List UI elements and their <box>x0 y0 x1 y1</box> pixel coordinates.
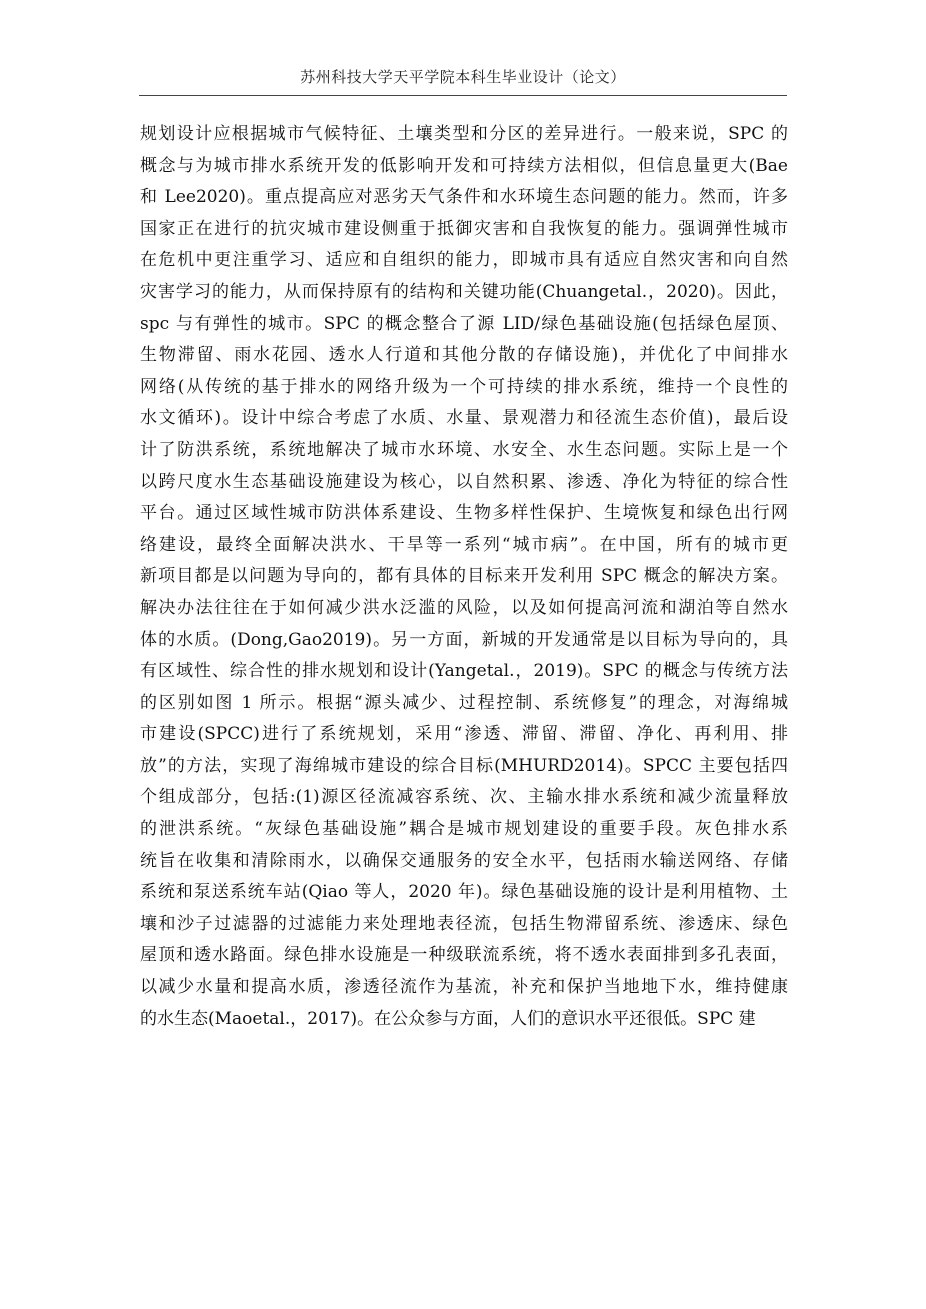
text-line: 屋顶和透水路面。绿色排水设施是一种级联流系统，将不透水表面排到多孔表面， <box>140 945 788 966</box>
text-line: 个组成部分，包括:(1)源区径流减容系统、次、主输水排水系统和减少流量释放 <box>140 787 788 808</box>
text-line: 规划设计应根据城市气候特征、土壤类型和分区的差异进行。一般来说，SPC 的 <box>140 124 788 144</box>
text-line: 概念与为城市排水系统开发的低影响开发和可持续方法相似，但信息量更大(Bae <box>140 155 788 176</box>
text-line: 水文循环)。设计中综合考虑了水质、水量、景观潜力和径流生态价值)，最后设 <box>140 408 788 429</box>
text-line: 放”的方法，实现了海绵城市建设的综合目标(MHURD2014)。SPCC 主要包括四 <box>140 755 788 776</box>
text-line: 壤和沙子过滤器的过滤能力来处理地表径流，包括生物滞留系统、渗透床、绿色 <box>140 913 788 934</box>
text-line: 络建设，最终全面解决洪水、干旱等一系列“城市病”。在中国，所有的城市更 <box>140 534 788 555</box>
text-line: 国家正在进行的抗灾城市建设侧重于抵御灾害和自我恢复的能力。强调弹性城市 <box>140 218 788 239</box>
text-line: 平台。通过区域性城市防洪体系建设、生物多样性保护、生境恢复和绿色出行网 <box>140 503 788 524</box>
text-line: 的水生态(Maoetal.，2017)。在公众参与方面，人们的意识水平还很低。SPC 建 <box>140 1008 756 1029</box>
text-line: 和 Lee2020)。重点提高应对恶劣天气条件和水环境生态问题的能力。然而，许多 <box>140 187 788 208</box>
text-line: 系统和泵送系统车站(Qiao 等人，2020 年)。绿色基础设施的设计是利用植物、土 <box>140 882 788 903</box>
text-line: 有区域性、综合性的排水规划和设计(Yangetal.，2019)。SPC 的概念与传统方法 <box>140 661 788 682</box>
page-header: 苏州科技大学天平学院本科生毕业设计（论文） <box>300 68 626 86</box>
body-text <box>140 119 788 1035</box>
text-line: 体的水质。(Dong,Gao2019)。另一方面，新城的开发通常是以目标为导向的，具 <box>140 629 788 650</box>
text-line: 灾害学习的能力，从而保持原有的结构和关键功能(Chuangetal.，2020)。因此， <box>140 281 788 302</box>
text-line: 在危机中更注重学习、适应和自组织的能力，即城市具有适应自然灾害和向自然 <box>140 250 788 271</box>
text-line: 计了防洪系统，系统地解决了城市水环境、水安全、水生态问题。实际上是一个 <box>140 439 788 460</box>
text-line: 的泄洪系统。“灰绿色基础设施”耦合是城市规划建设的重要手段。灰色排水系 <box>140 819 788 840</box>
text-line: 统旨在收集和清除雨水，以确保交通服务的安全水平，包括雨水输送网络、存储 <box>140 850 788 871</box>
text-line: 市建设(SPCC)进行了系统规划，采用“渗透、滞留、滞留、净化、再利用、排 <box>140 724 788 745</box>
text-line: 新项目都是以问题为导向的，都有具体的目标来开发利用 SPC 概念的解决方案。 <box>140 566 788 587</box>
text-line: spc 与有弹性的城市。SPC 的概念整合了源 LID/绿色基础设施(包括绿色屋顶、 <box>140 313 788 334</box>
text-line: 网络(从传统的基于排水的网络升级为一个可持续的排水系统，维持一个良性的 <box>140 376 788 397</box>
header-divider <box>139 95 787 96</box>
text-line: 以减少水量和提高水质，渗透径流作为基流，补充和保护当地地下水，维持健康 <box>140 977 788 998</box>
text-line: 解决办法往往在于如何减少洪水泛滥的风险，以及如何提高河流和湖泊等自然水 <box>140 597 788 618</box>
text-line: 以跨尺度水生态基础设施建设为核心，以自然积累、渗透、净化为特征的综合性 <box>140 471 788 492</box>
text-line: 生物滞留、雨水花园、透水人行道和其他分散的存储设施)，并优化了中间排水 <box>140 345 788 366</box>
text-line: 的区别如图 1 所示。根据“源头减少、过程控制、系统修复”的理念，对海绵城 <box>140 692 788 713</box>
